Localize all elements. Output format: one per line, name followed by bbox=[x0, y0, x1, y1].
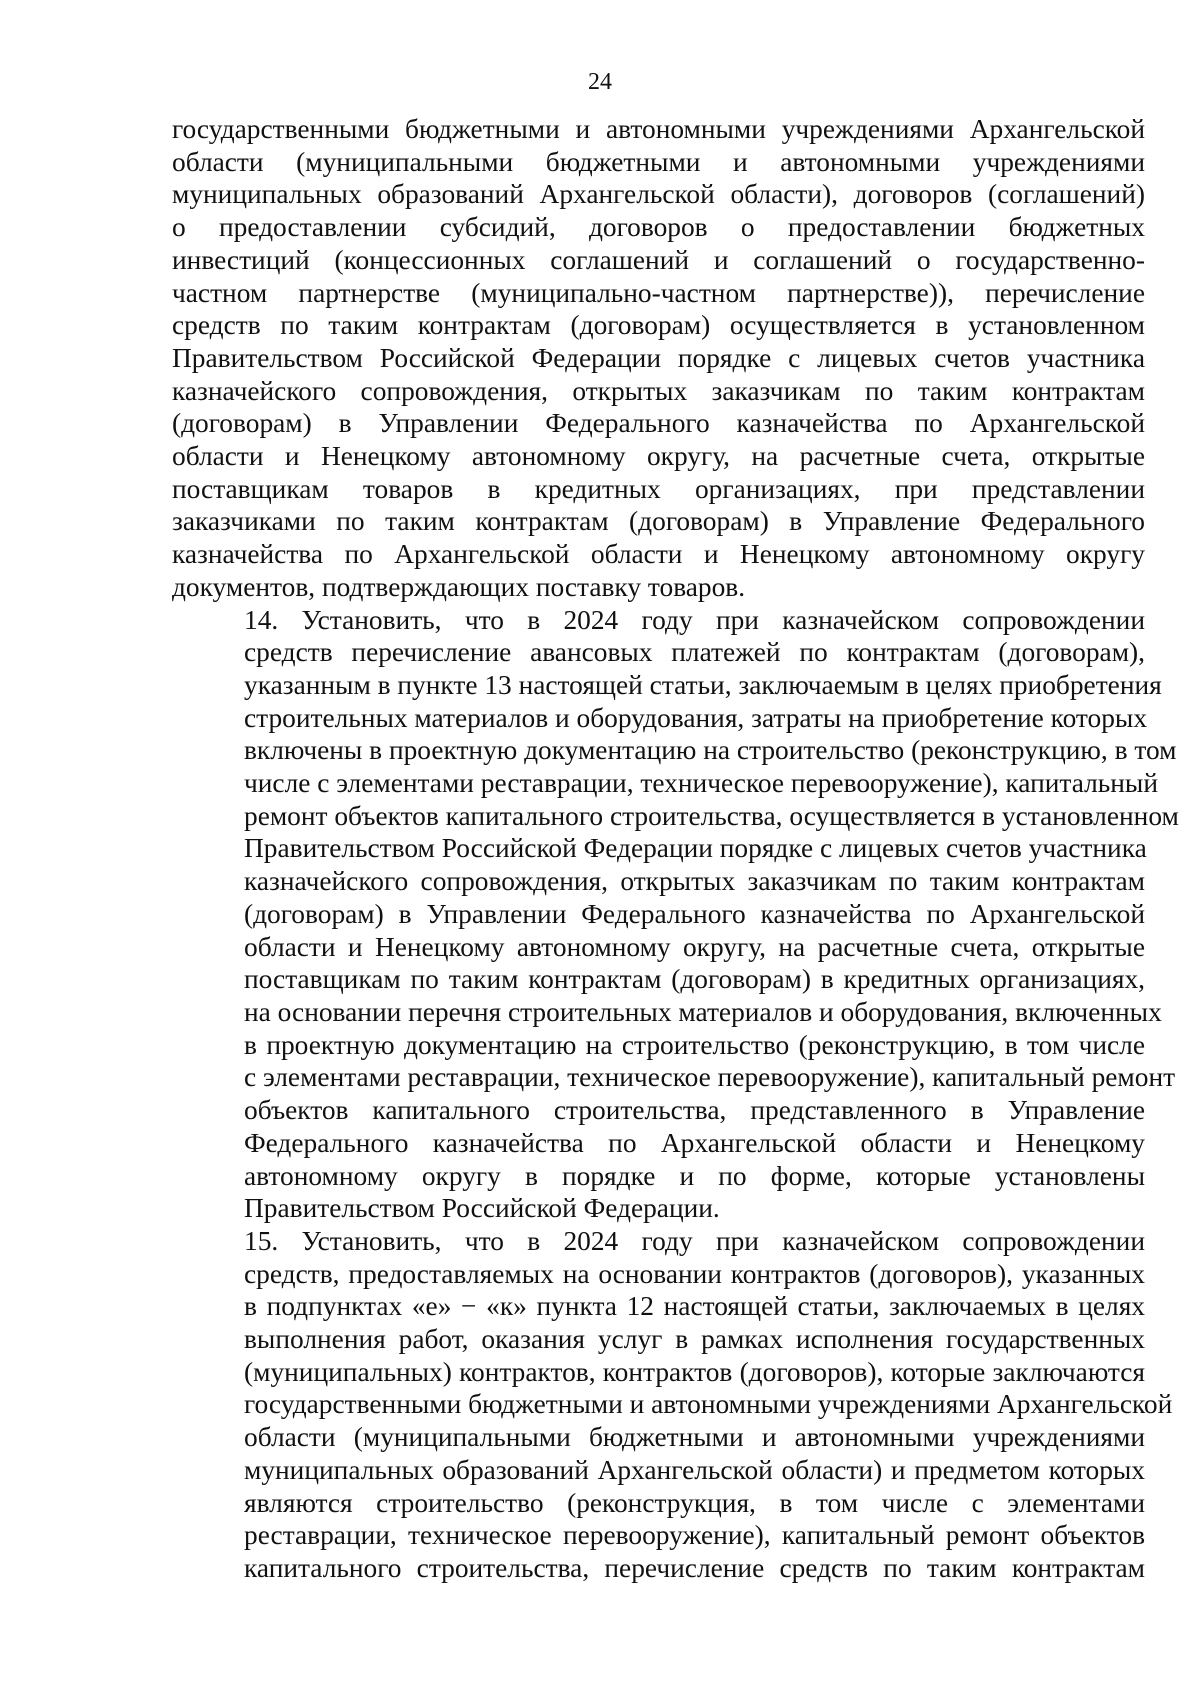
text-line: включены в проектную документацию на строительство (реконструкцию, в том bbox=[244, 735, 1177, 766]
text-line: капитального строительства, перечисление средств по таким контрактам bbox=[244, 1552, 1145, 1583]
text-line: частном партнерстве (муниципально-частном партнерстве)), перечисление bbox=[172, 277, 1145, 308]
paragraph-item-15 bbox=[172, 1225, 1173, 1585]
paragraph-continuation bbox=[172, 113, 1145, 604]
text-line: Правительством Российской Федерации порядке с лицевых счетов участника bbox=[244, 833, 1147, 864]
text-line: 15. Установить, что в 2024 году при казначейском сопровождении bbox=[244, 1225, 1145, 1256]
text-line: государственными бюджетными и автономными учреждениями Архангельской bbox=[244, 1389, 1173, 1420]
text-line: Федерального казначейства по Архангельской области и Ненецкому bbox=[244, 1127, 1145, 1158]
text-line: (муниципальных) контрактов, контрактов (договоров), которые заключаются bbox=[244, 1356, 1145, 1387]
text-line: объектов капитального строительства, представленного в Управление bbox=[244, 1095, 1145, 1126]
page-number: 24 bbox=[588, 69, 612, 95]
text-line: документов, подтверждающих поставку товаров. bbox=[172, 571, 746, 602]
text-line: инвестиций (концессионных соглашений и соглашений о государственно- bbox=[172, 244, 1145, 275]
text-line: реставрации, техническое перевооружение), капитальный ремонт объектов bbox=[244, 1520, 1145, 1551]
text-line: казначейского сопровождения, открытых заказчикам по таким контрактам bbox=[244, 866, 1145, 897]
text-line: средств, предоставляемых на основании контрактов (договоров), указанных bbox=[244, 1258, 1145, 1289]
text-line: средств перечисление авансовых платежей по контрактам (договорам), bbox=[244, 637, 1145, 668]
text-line: муниципальных образований Архангельской области), договоров (соглашений) bbox=[172, 179, 1145, 210]
text-line: являются строительство (реконструкция, в том числе с элементами bbox=[244, 1487, 1145, 1518]
text-line: (договорам) в Управлении Федерального казначейства по Архангельской bbox=[244, 898, 1145, 929]
text-line: (договорам) в Управлении Федерального казначейства по Архангельской bbox=[172, 408, 1145, 439]
text-line: автономному округу в порядке и по форме, которые установлены bbox=[244, 1160, 1145, 1191]
text-line: средств по таким контрактам (договорам) осуществляется в установленном bbox=[172, 310, 1145, 341]
text-line: государственными бюджетными и автономными учреждениями Архангельской bbox=[172, 114, 1145, 144]
text-line: поставщикам по таким контрактам (договорам) в кредитных организациях, bbox=[244, 964, 1145, 995]
text-line: о предоставлении субсидий, договоров о предоставлении бюджетных bbox=[172, 212, 1145, 243]
text-line: заказчиками по таким контрактам (договорам) в Управление Федерального bbox=[172, 506, 1145, 537]
document-body bbox=[172, 113, 1179, 1585]
text-line: области и Ненецкому автономному округу, на расчетные счета, открытые bbox=[172, 441, 1145, 472]
text-line: Правительством Российской Федерации порядке с лицевых счетов участника bbox=[172, 342, 1145, 373]
text-line: с элементами реставрации, техническое перевооружение), капитальный ремонт bbox=[244, 1062, 1176, 1093]
text-line: выполнения работ, оказания услуг в рамках исполнения государственных bbox=[244, 1324, 1145, 1355]
text-line: области (муниципальными бюджетными и автономными учреждениями bbox=[172, 146, 1145, 177]
text-line: области (муниципальными бюджетными и автономными учреждениями bbox=[244, 1422, 1145, 1453]
text-line: Правительством Российской Федерации. bbox=[244, 1193, 720, 1224]
text-line: казначейского сопровождения, открытых заказчикам по таким контрактам bbox=[172, 375, 1145, 406]
text-line: в подпунктах «е» − «к» пункта 12 настоящей статьи, заключаемых в целях bbox=[244, 1291, 1145, 1322]
text-line: на основании перечня строительных материалов и оборудования, включенных bbox=[244, 996, 1162, 1027]
text-line: казначейства по Архангельской области и Ненецкому автономному округу bbox=[172, 539, 1145, 570]
paragraph-item-14 bbox=[172, 604, 1179, 1225]
text-line: 14. Установить, что в 2024 году при казначейском сопровождении bbox=[244, 604, 1145, 635]
text-line: области и Ненецкому автономному округу, на расчетные счета, открытые bbox=[244, 931, 1145, 962]
text-line: ремонт объектов капитального строительства, осуществляется в установленном bbox=[244, 800, 1179, 831]
text-line: муниципальных образований Архангельской области) и предметом которых bbox=[244, 1454, 1145, 1485]
text-line: строительных материалов и оборудования, затраты на приобретение которых bbox=[244, 702, 1148, 733]
text-line: числе с элементами реставрации, техническое перевооружение), капитальный bbox=[244, 768, 1158, 799]
text-line: указанным в пункте 13 настоящей статьи, заключаемым в целях приобретения bbox=[244, 669, 1162, 700]
text-line: поставщикам товаров в кредитных организациях, при представлении bbox=[172, 473, 1145, 504]
text-line: в проектную документацию на строительство (реконструкцию, в том числе bbox=[244, 1029, 1145, 1060]
